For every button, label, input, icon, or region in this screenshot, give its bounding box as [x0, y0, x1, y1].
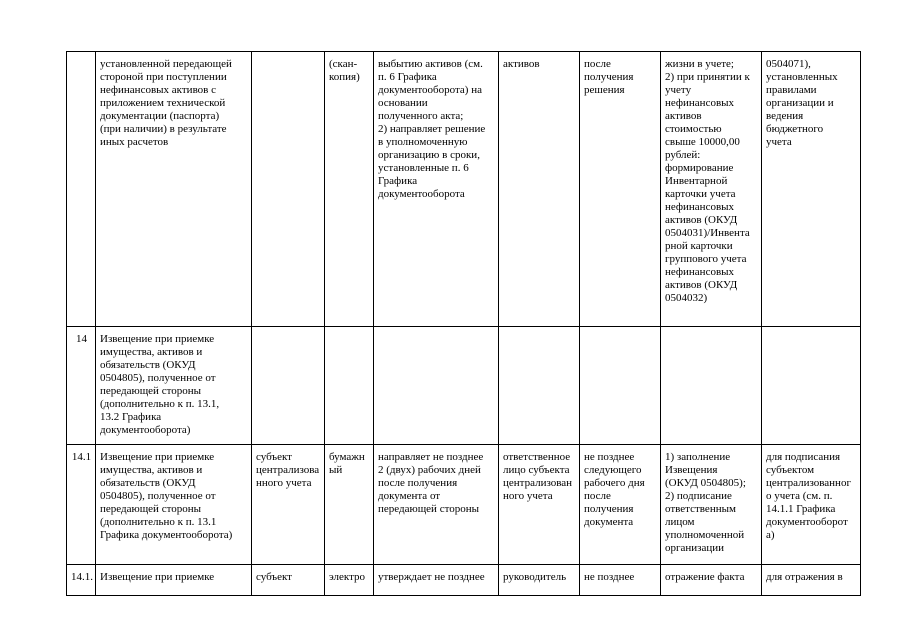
action-cell: утверждает не позднее — [374, 565, 499, 596]
document-format-cell: электро — [325, 565, 374, 596]
responsible-subject-cell: субъект централизова нного учета — [252, 445, 325, 565]
processing-cell — [661, 327, 762, 445]
row-number: 14.1 — [67, 445, 96, 565]
purpose-cell: для отражения в — [762, 565, 861, 596]
deadline-cell: не позднее следующего рабочего дня после получения документа — [580, 445, 661, 565]
document-name-cell: Извещение при приемке имущества, активов и обязательств (ОКУД 0504805), полученное от передающей стороны (дополнительно к п. 13.1, 13.2 Графика документооборота) — [96, 327, 252, 445]
processing-cell: отражение факта — [661, 565, 762, 596]
table-row — [67, 327, 861, 445]
purpose-cell: для подписания субъектом централизованног о учета (см. п. 14.1.1 Графика документооборот а) — [762, 445, 861, 565]
purpose-cell — [762, 327, 861, 445]
document-name-cell: Извещение при приемке — [96, 565, 252, 596]
deadline-cell: не позднее — [580, 565, 661, 596]
deadline-cell — [580, 327, 661, 445]
responsible-person-cell — [499, 327, 580, 445]
document-name-cell: Извещение при приемке имущества, активов и обязательств (ОКУД 0504805), полученное от передающей стороны (дополнительно к п. 13.1 Графика документооборота) — [96, 445, 252, 565]
document-format-cell: бумажн ый — [325, 445, 374, 565]
responsible-person-cell: руководитель — [499, 565, 580, 596]
action-cell: выбытию активов (см. п. 6 Графика документооборота) на основании полученного акта; 2) направляет решение в уполномоченную организацию в сроки, установленные п. 6 Графика документооборота — [374, 52, 499, 327]
responsible-subject-cell: субъект — [252, 565, 325, 596]
responsible-person-cell: ответственное лицо субъекта централизован ного учета — [499, 445, 580, 565]
row-number: 14.1. — [67, 565, 96, 596]
deadline-cell: после получения решения — [580, 52, 661, 327]
responsible-subject-cell — [252, 52, 325, 327]
action-cell: направляет не позднее 2 (двух) рабочих дней после получения документа от передающей стороны — [374, 445, 499, 565]
table-row — [67, 565, 861, 596]
table-row — [67, 445, 861, 565]
row-number: 14 — [67, 327, 96, 445]
document-flow-table — [66, 51, 861, 596]
processing-cell: жизни в учете; 2) при принятии к учету нефинансовых активов стоимостью свыше 10000,00 рублей: формирование Инвентарной карточки учета нефинансовых активов (ОКУД 0504031)/Инвента рной карточки группового учета нефинансовых активов (ОКУД 0504032) — [661, 52, 762, 327]
table-row — [67, 52, 861, 327]
document-format-cell — [325, 327, 374, 445]
purpose-cell: 0504071), установленных правилами организации и ведения бюджетного учета — [762, 52, 861, 327]
document-format-cell: (скан- копия) — [325, 52, 374, 327]
responsible-subject-cell — [252, 327, 325, 445]
row-number — [67, 52, 96, 327]
responsible-person-cell: активов — [499, 52, 580, 327]
action-cell — [374, 327, 499, 445]
processing-cell: 1) заполнение Извещения (ОКУД 0504805); 2) подписание ответственным лицом уполномоченной организации — [661, 445, 762, 565]
document-name-cell: установленной передающей стороной при поступлении нефинансовых активов с приложением технической документации (паспорта) (при наличии) в результате иных расчетов — [96, 52, 252, 327]
